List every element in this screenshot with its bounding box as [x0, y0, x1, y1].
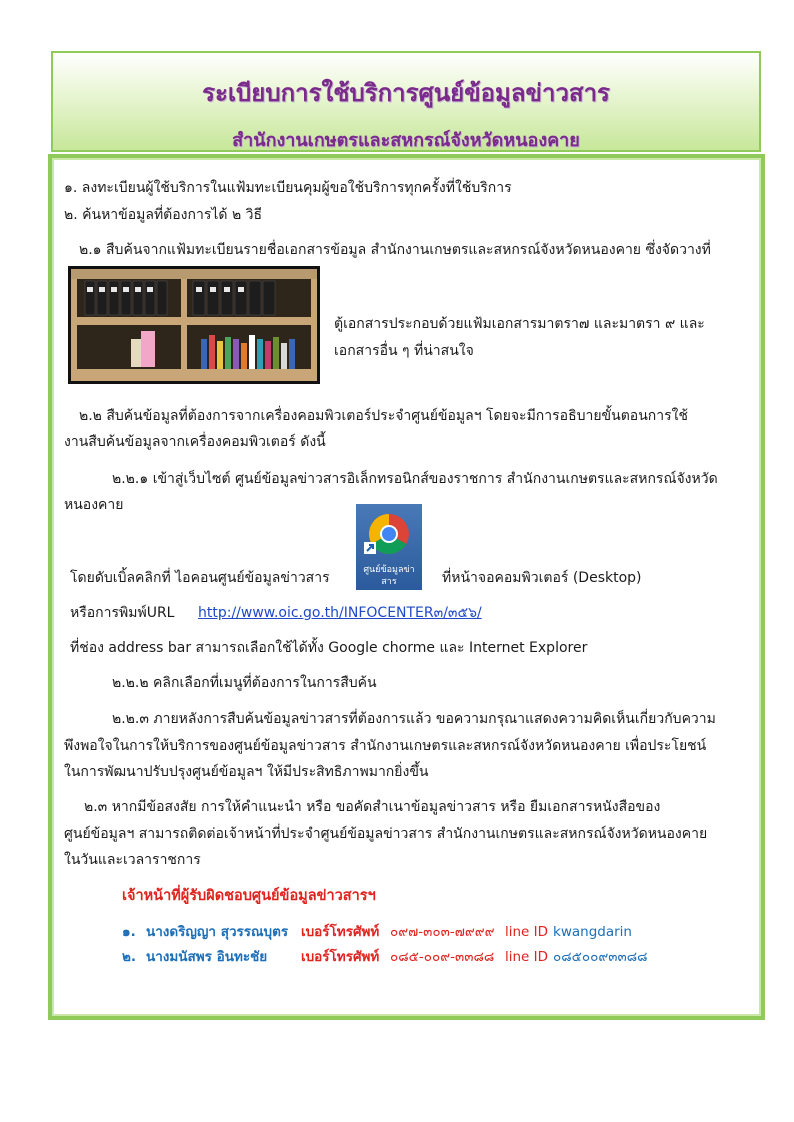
rule-item-2-2-2: ๒.๒.๒ คลิกเลือกที่เมนูที่ต้องการในการสืบค้น [112, 675, 377, 691]
staff-1-line-label: line ID [505, 924, 549, 940]
staff-2-phone: ๐๘๕-๐๐๙-๓๓๘๘ [390, 949, 495, 965]
cabinet-desc-line-1: ตู้เอกสารประกอบด้วยแฟ้มเอกสารมาตรา๗ และมาตรา ๙ และ [334, 316, 705, 332]
rule-item-1: ๑. ลงทะเบียนผู้ใช้บริการในแฟ้มทะเบียนคุมผู้ขอใช้บริการทุกครั้งที่ใช้บริการ [64, 180, 512, 196]
chrome-shortcut-icon[interactable] [356, 504, 422, 590]
shortcut-label-line-2: สาร [381, 577, 397, 587]
staff-1-name: นางดริญญา สุวรรณบุตร [146, 924, 289, 940]
rule-item-2-3-line-3: ในวันและเวลาราชการ [64, 852, 201, 868]
staff-1-phone-label: เบอร์โทรศัพท์ [301, 924, 380, 940]
cabinet-desc-line-2: เอกสารอื่น ๆ ที่น่าสนใจ [334, 343, 474, 359]
rule-item-2-2-3-line-3: ในการพัฒนาปรับปรุงศูนย์ข้อมูลฯ ให้มีประสิทธิภาพมากยิ่งขึ้น [64, 764, 429, 780]
staff-1-num: ๑. [122, 924, 136, 940]
rule-item-2-1: ๒.๑ สืบค้นจากแฟ้มทะเบียนรายชื่อเอกสารข้อมูล สำนักงานเกษตรและสหกรณ์จังหวัดหนองคาย ซึ่งจัดวางที่ [79, 242, 711, 258]
page-title: ระเบียบการใช้บริการศูนย์ข้อมูลข่าวสาร [202, 79, 610, 107]
page-subtitle: สำนักงานเกษตรและสหกรณ์จังหวัดหนองคาย [232, 130, 580, 151]
staff-2-line-id: ๐๘๕๐๐๙๓๓๘๘ [553, 949, 648, 965]
cabinet-photo [68, 266, 320, 384]
rule-item-2-2-1-line-1: ๒.๒.๑ เข้าสู่เว็บไซต์ ศูนย์ข้อมูลข่าวสารอิเล็กทรอนิกส์ของราชการ สำนักงานเกษตรและสหกรณ์จังหวัด [112, 471, 718, 487]
rule-item-2-3-line-1: ๒.๓ หากมีข้อสงสัย การให้คำแนะนำ หรือ ขอคัดสำเนาข้อมูลข่าวสาร หรือ ยืมเอกสารหนังสือของ [84, 799, 661, 815]
rule-item-2-2-3-line-2: พึงพอใจในการให้บริการของศูนย์ข้อมูลข่าวสาร สำนักงานเกษตรและสหกรณ์จังหวัดหนองคาย เพื่อประโยชน์ [64, 738, 707, 754]
dblclick-instruction: โดยดับเบิ้ลคลิกที่ ไอคอนศูนย์ข้อมูลข่าวสาร [70, 570, 330, 586]
rule-item-2-2-1-line-2: หนองคาย [64, 497, 124, 513]
staff-heading: เจ้าหน้าที่ผู้รับผิดชอบศูนย์ข้อมูลข่าวสารฯ [122, 888, 376, 904]
address-bar-note: ที่ช่อง address bar สามารถเลือกใช้ได้ทั้ง Google chorme และ Internet Explorer [70, 640, 588, 656]
rule-item-2: ๒. ค้นหาข้อมูลที่ต้องการได้ ๒ วิธี [64, 207, 263, 223]
staff-2-phone-label: เบอร์โทรศัพท์ [301, 949, 380, 965]
dblclick-desktop-text: ที่หน้าจอคอมพิวเตอร์ (Desktop) [442, 570, 642, 586]
staff-2-num: ๒. [122, 949, 137, 965]
rule-item-2-3-line-2: ศูนย์ข้อมูลฯ สามารถติดต่อเจ้าหน้าที่ประจำศูนย์ข้อมูลข่าวสาร สำนักงานเกษตรและสหกรณ์จังหวัดหนองคาย [64, 826, 708, 842]
rule-item-2-2-line-2: งานสืบค้นข้อมูลจากเครื่องคอมพิวเตอร์ ดังนี้ [64, 434, 326, 450]
shortcut-label-line-1: ศูนย์ข้อมูลข่า [363, 565, 415, 575]
oic-url-link[interactable]: http://www.oic.go.th/INFOCENTER๓/๓๕๖/ [198, 605, 482, 621]
staff-2-line-label: line ID [505, 949, 549, 965]
staff-2-name: นางมนัสพร อินทะชัย [146, 949, 268, 965]
url-prefix: หรือการพิมพ์URL [70, 605, 175, 621]
header-banner [51, 51, 761, 152]
rule-item-2-2-3-line-1: ๒.๒.๓ ภายหลังการสืบค้นข้อมูลข่าวสารที่ต้องการแล้ว ขอความกรุณาแสดงความคิดเห็นเกี่ยวกับความ [112, 711, 716, 727]
staff-1-line-id: kwangdarin [553, 924, 632, 940]
rule-item-2-2-line-1: ๒.๒ สืบค้นข้อมูลที่ต้องการจากเครื่องคอมพิวเตอร์ประจำศูนย์ข้อมูลฯ โดยจะมีการอธิบายขั้นตอนการใช้ [79, 408, 688, 424]
staff-1-phone: ๐๙๗-๓๐๓-๗๙๙๙ [390, 924, 495, 940]
